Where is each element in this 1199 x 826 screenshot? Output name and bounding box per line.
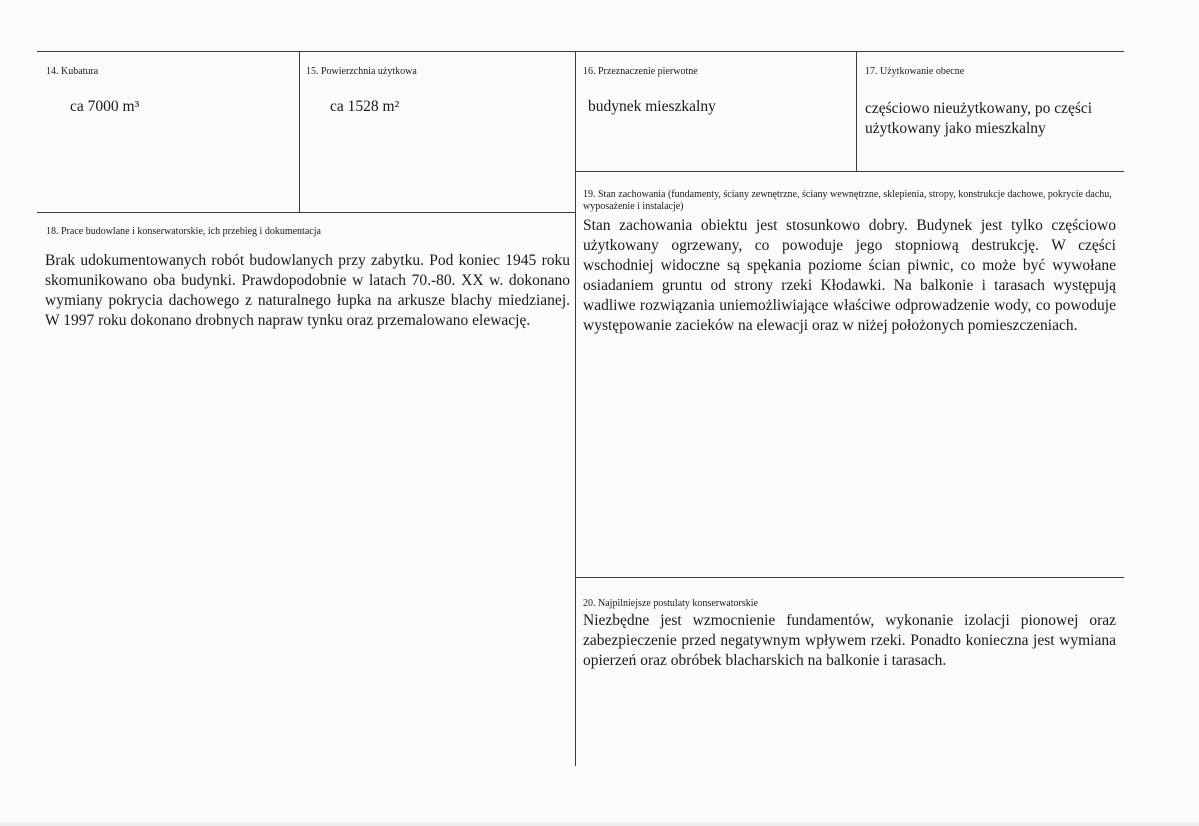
field-17-label: 17. Użytkowanie obecne (865, 66, 965, 77)
field-19-label: 19. Stan zachowania (fundamenty, ściany zewnętrzne, ściany wewnętrzne, sklepienia, stropy, konstrukcje dachowe, pokrycie dachu, wyposażenie i instalacje) (583, 189, 1112, 212)
field-19-value: Stan zachowania obiektu jest stosunkowo dobry. Budynek jest tylko częściowo użytkowany ogrzewany, co powoduje jego stopniową destrukcję. W części wschodniej widoczne są spękania poziome ścian piwnic, co może być wywołane osiadaniem gruntu od strony rzeki Kłodawki. Na balkonie i tarasach występują wadliwe rozwiązania uniemożliwiające właściwe odprowadzenie wody, co powoduje występowanie zacieków na elewacji oraz w niżej położonych pomieszczeniach. (583, 217, 1116, 334)
field-14-value: ca 7000 m³ (70, 98, 140, 115)
center-divider (575, 51, 576, 766)
field-15-label: 15. Powierzchnia użytkowa (306, 66, 417, 77)
field-16-value: budynek mieszkalny (588, 98, 716, 115)
row-line-20 (575, 577, 1124, 578)
field-18-label: 18. Prace budowlane i konserwatorskie, ich przebieg i dokumentacja (46, 226, 321, 237)
field-14-label: 14. Kubatura (46, 66, 99, 77)
top-border-line (37, 51, 1124, 52)
row-line-16-17 (575, 171, 1124, 172)
field-20-label: 20. Najpilniejsze postulaty konserwatorskie (583, 598, 758, 609)
divider-14-15 (299, 51, 300, 213)
field-17-value: częściowo nieużytkowany, po części użytkowany jako mieszkalny (865, 100, 1093, 137)
row-line-18 (37, 212, 575, 213)
scan-bottom-edge (0, 820, 1199, 826)
field-20-value: Niezbędne jest wzmocnienie fundamentów, wykonanie izolacji pionowej oraz zabezpieczenie przed negatywnym wpływem rzeki. Ponadto konieczna jest wymiana opierzeń oraz obróbek blacharskich na balkonie i tarasach. (583, 612, 1116, 669)
divider-16-17 (856, 51, 857, 171)
field-16-label: 16. Przeznaczenie pierwotne (583, 66, 698, 77)
field-15-value: ca 1528 m² (330, 98, 400, 115)
field-18-value: Brak udokumentowanych robót budowlanych przy zabytku. Pod koniec 1945 roku skomunikowano oba budynki. Prawdopodobnie w latach 70.-80. XX w. dokonano wymiany pokrycia dachowego z naturalnego łupka na arkusze blachy miedzianej. W 1997 roku dokonano drobnych napraw tynku oraz przemalowano elewację. (45, 252, 570, 329)
